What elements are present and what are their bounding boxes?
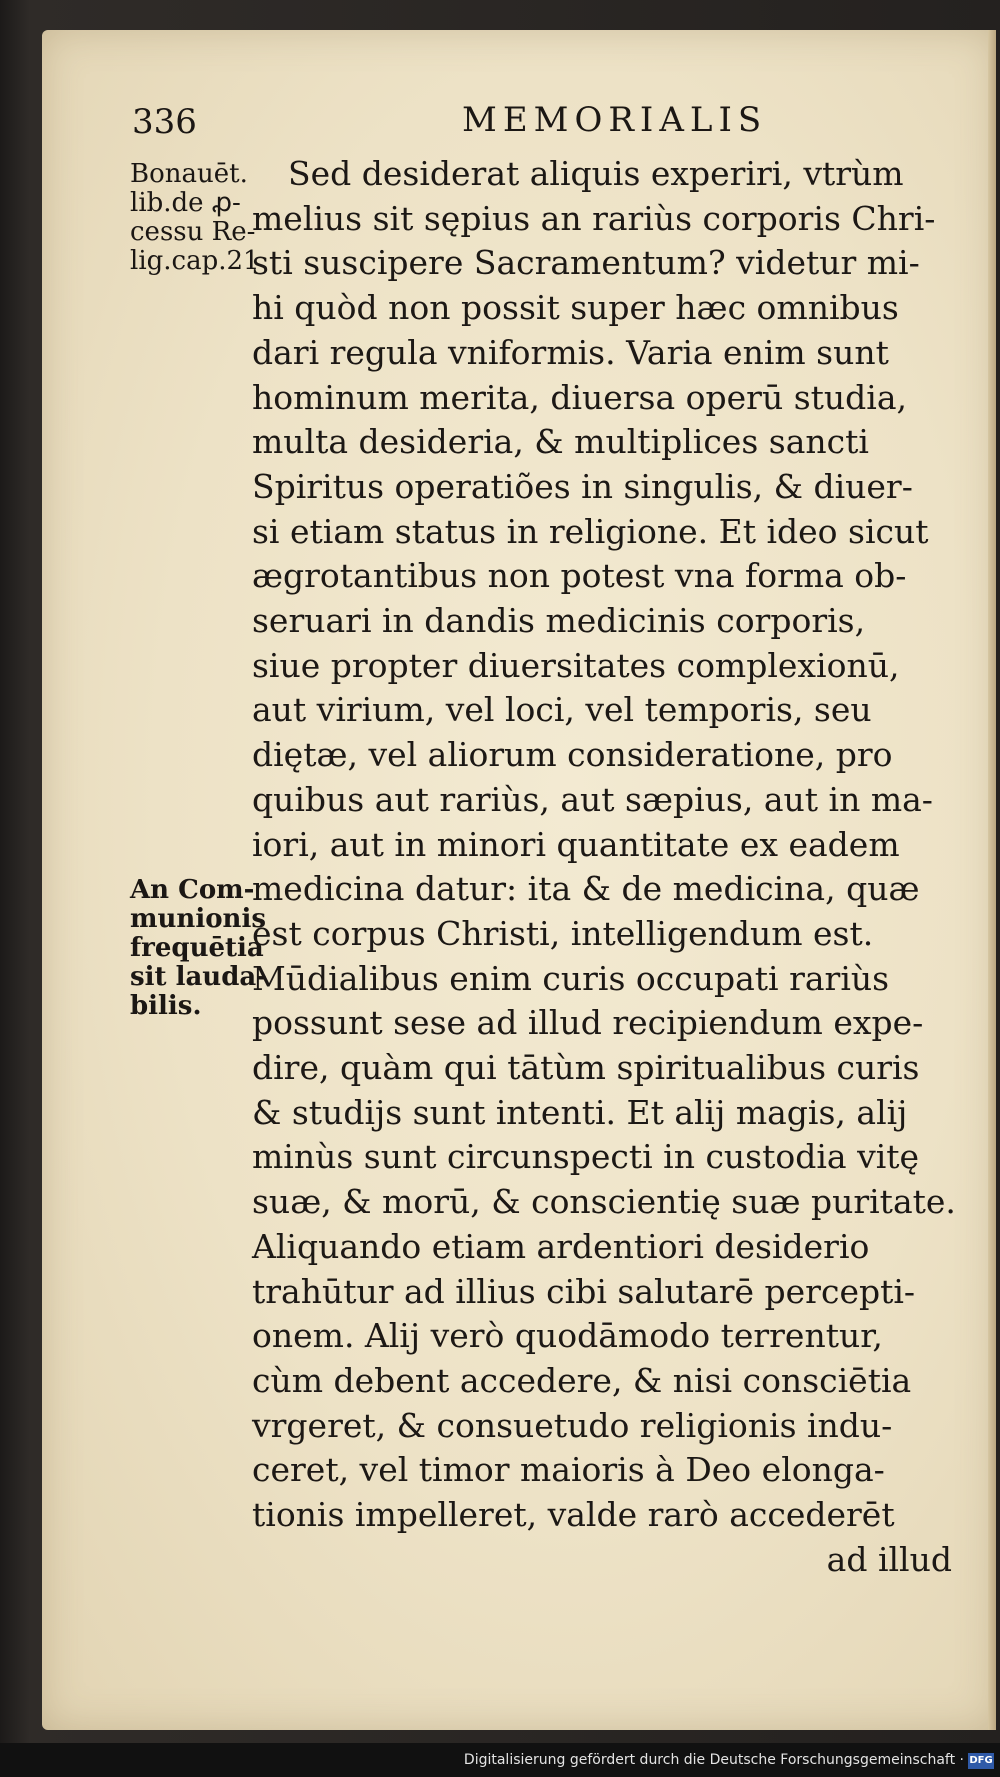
text-line: multa desideria, & multiplices sancti xyxy=(252,422,869,462)
text-line: aut virium, vel loci, vel temporis, seu xyxy=(252,690,872,730)
text-line: est corpus Christi, intelligendum est. xyxy=(252,913,874,953)
text-line: Aliquando etiam ardentiori desiderio xyxy=(252,1226,870,1266)
footer-bar xyxy=(0,1743,1000,1777)
text-line: Spiritus operatiões in singulis, & diuer- xyxy=(252,466,913,506)
catchword: ad illud xyxy=(826,1539,952,1579)
page-number: 336 xyxy=(132,102,197,142)
text-line: & studijs sunt intenti. Et alij magis, alij xyxy=(252,1092,908,1132)
text-line: Mūdialibus enim curis occupati rariùs xyxy=(252,958,890,998)
text-line: siue propter diuersitates complexionū, xyxy=(252,645,900,685)
text-line: possunt sese ad illud recipiendum expe- xyxy=(252,1003,924,1043)
text-line: iori, aut in minori quantitate ex eadem xyxy=(252,824,900,864)
page-edge xyxy=(988,30,996,1730)
text-line: ægrotantibus non potest vna forma ob- xyxy=(252,556,907,596)
text-line: hominum merita, diuersa operū studia, xyxy=(252,377,907,417)
margin-note-citation: Bonauēt. lib.de ꝓ- cessu Re- lig.cap.21 xyxy=(130,159,260,276)
text-line: hi quòd non possit super hæc omnibus xyxy=(252,288,899,328)
dfg-logo-icon: DFG xyxy=(968,1753,994,1769)
funding-credit: Digitalisierung gefördert durch die Deutsche Forschungsgemeinschaft · xyxy=(463,1752,964,1768)
text-line: suæ, & morū, & conscientię suæ puritate. xyxy=(252,1182,956,1222)
margin-note-topic: An Com- munionis frequētia sit lauda- bilis. xyxy=(130,875,268,1021)
text-line: sti suscipere Sacramentum? videtur mi- xyxy=(252,243,920,283)
text-line: Sed desiderat aliquis experiri, vtrùm xyxy=(288,154,904,193)
text-line: tionis impelleret, valde rarò accederēt xyxy=(252,1495,895,1535)
text-line: dire, quàm qui tātùm spiritualibus curis xyxy=(252,1048,920,1088)
book-page xyxy=(42,30,996,1730)
text-line: trahūtur ad illius cibi salutarē percepti- xyxy=(252,1271,916,1311)
text-line: onem. Alij verò quodāmodo terrentur, xyxy=(252,1316,883,1356)
text-line: seruari in dandis medicinis corporis, xyxy=(252,601,866,641)
text-line: ceret, vel timor maioris à Deo elonga- xyxy=(252,1450,885,1490)
text-line: vrgeret, & consuetudo religionis indu- xyxy=(252,1405,893,1445)
text-line: minùs sunt circunspecti in custodia vitę xyxy=(252,1137,920,1177)
page-header xyxy=(42,88,996,148)
text-line: si etiam status in religione. Et ideo sicut xyxy=(252,511,929,551)
text-line: melius sit sępius an rariùs corporis Chri- xyxy=(252,198,936,238)
running-head: MEMORIALIS xyxy=(462,100,768,140)
text-line: cùm debent accedere, & nisi consciētia xyxy=(252,1360,912,1400)
text-line: dari regula vniformis. Varia enim sunt xyxy=(252,332,889,372)
text-line: quibus aut rariùs, aut sæpius, aut in ma- xyxy=(252,779,933,819)
text-line: diętæ, vel aliorum consideratione, pro xyxy=(252,735,893,775)
text-line: medicina datur: ita & de medicina, quæ xyxy=(252,869,920,909)
body-text xyxy=(252,152,982,1583)
